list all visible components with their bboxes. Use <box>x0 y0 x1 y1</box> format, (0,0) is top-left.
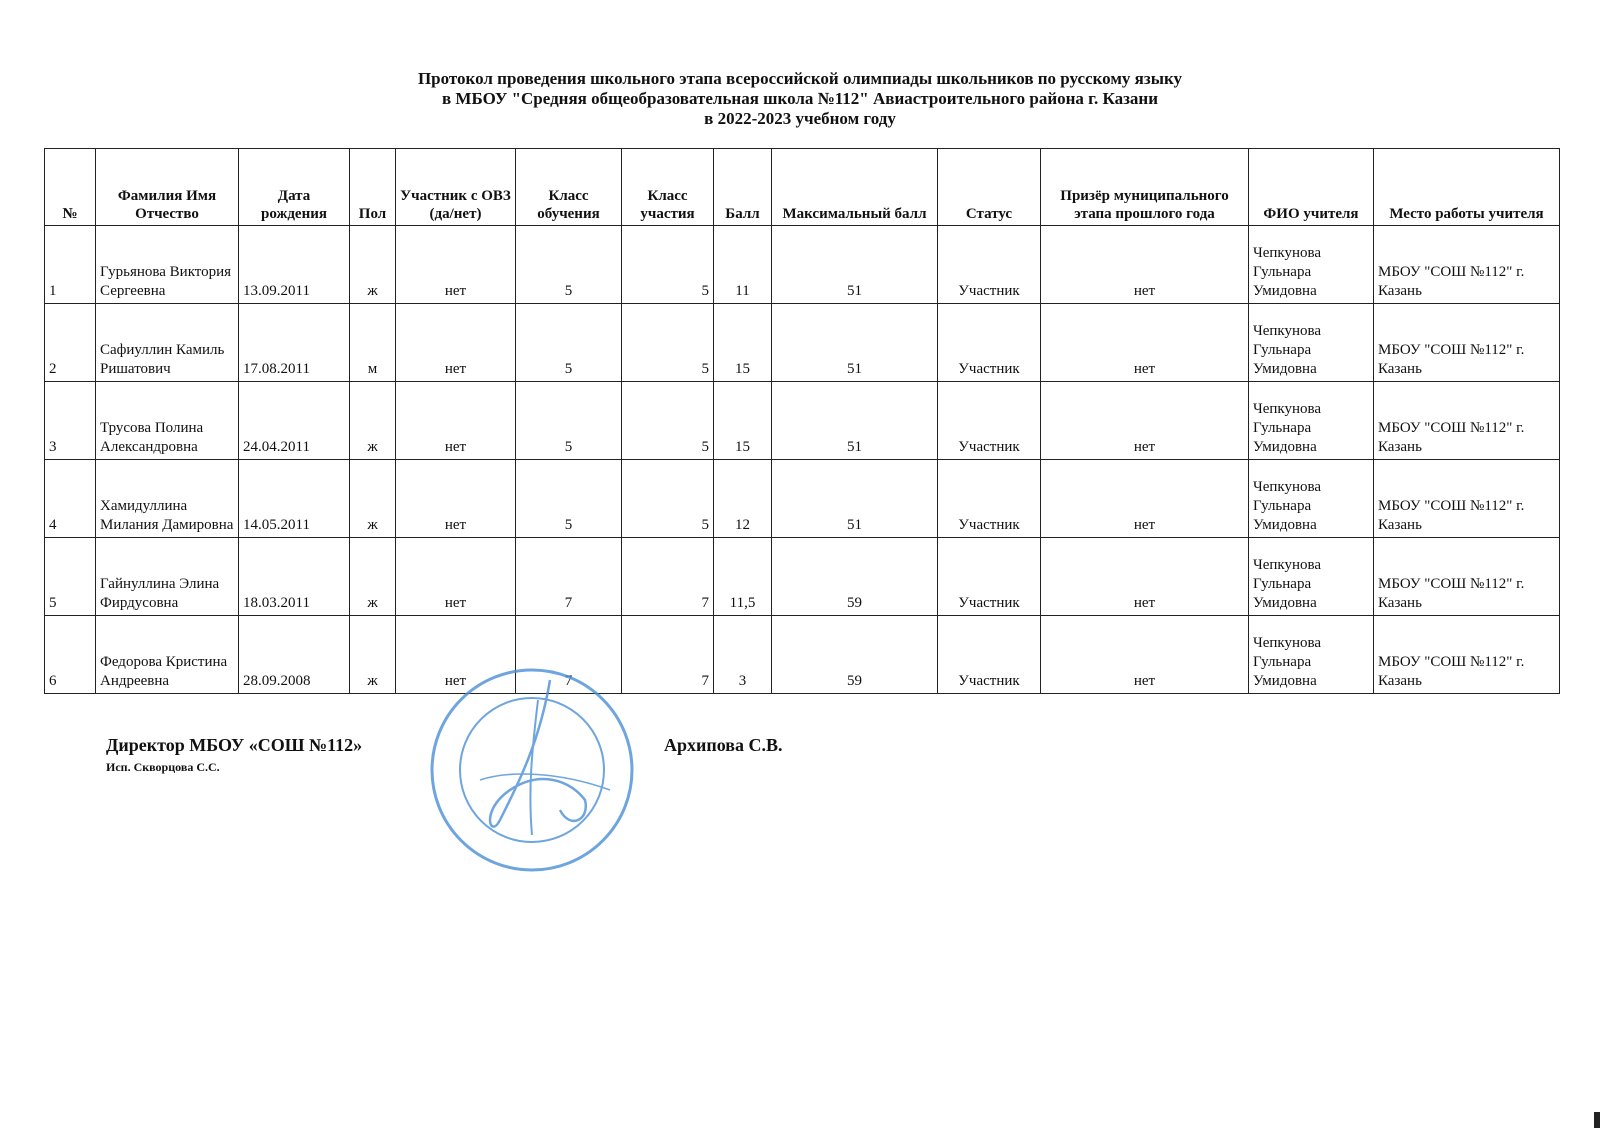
cell-ovz: нет <box>396 616 516 694</box>
director-name: Архипова С.В. <box>664 735 783 755</box>
table-row <box>45 460 1560 538</box>
cell-workplace: МБОУ "СОШ №112" г. Казань <box>1374 382 1560 460</box>
cell-class-part: 5 <box>622 460 714 538</box>
cell-status: Участник <box>938 616 1041 694</box>
cell-name: Гурьянова Виктория Сергеевна <box>96 226 239 304</box>
cell-workplace: МБОУ "СОШ №112" г. Казань <box>1374 304 1560 382</box>
header-class-part: Класс участия <box>622 149 714 226</box>
scan-edge-mark <box>1594 1112 1600 1128</box>
cell-num: 3 <box>45 382 96 460</box>
cell-dob: 18.03.2011 <box>239 538 350 616</box>
cell-status: Участник <box>938 226 1041 304</box>
cell-workplace: МБОУ "СОШ №112" г. Казань <box>1374 226 1560 304</box>
header-max-score: Максимальный балл <box>772 149 938 226</box>
cell-status: Участник <box>938 460 1041 538</box>
cell-dob: 24.04.2011 <box>239 382 350 460</box>
cell-sex: ж <box>350 382 396 460</box>
cell-class-study: 5 <box>516 382 622 460</box>
header-sex: Пол <box>350 149 396 226</box>
cell-prize: нет <box>1041 304 1249 382</box>
cell-class-study: 5 <box>516 460 622 538</box>
cell-prize: нет <box>1041 460 1249 538</box>
cell-score: 11 <box>714 226 772 304</box>
cell-teacher: Чепкунова Гульнара Умидовна <box>1249 460 1374 538</box>
director-position: Директор МБОУ «СОШ №112» <box>106 735 363 755</box>
cell-class-study: 5 <box>516 304 622 382</box>
cell-status: Участник <box>938 382 1041 460</box>
cell-teacher: Чепкунова Гульнара Умидовна <box>1249 538 1374 616</box>
cell-class-part: 7 <box>622 616 714 694</box>
cell-max-score: 59 <box>772 538 938 616</box>
header-prize: Призёр муниципального этапа прошлого года <box>1041 149 1249 226</box>
cell-num: 5 <box>45 538 96 616</box>
title-line-3: в 2022-2023 учебном году <box>704 109 896 128</box>
cell-name: Сафиуллин Камиль Ришатович <box>96 304 239 382</box>
table-row <box>45 382 1560 460</box>
header-class-study: Класс обучения <box>516 149 622 226</box>
cell-workplace: МБОУ "СОШ №112" г. Казань <box>1374 616 1560 694</box>
cell-ovz: нет <box>396 382 516 460</box>
table-row <box>45 538 1560 616</box>
cell-prize: нет <box>1041 616 1249 694</box>
cell-prize: нет <box>1041 226 1249 304</box>
cell-workplace: МБОУ "СОШ №112" г. Казань <box>1374 538 1560 616</box>
title-line-2: в МБОУ "Средняя общеобразовательная школа №112" Авиастроительного района г. Казани <box>441 89 1158 108</box>
cell-teacher: Чепкунова Гульнара Умидовна <box>1249 382 1374 460</box>
cell-class-study: 7 <box>516 538 622 616</box>
table-header-row <box>45 149 1560 226</box>
cell-max-score: 51 <box>772 382 938 460</box>
cell-dob: 17.08.2011 <box>239 304 350 382</box>
cell-name: Трусова Полина Александровна <box>96 382 239 460</box>
header-num: № <box>45 149 96 226</box>
cell-dob: 14.05.2011 <box>239 460 350 538</box>
cell-sex: ж <box>350 538 396 616</box>
cell-score: 12 <box>714 460 772 538</box>
cell-class-part: 7 <box>622 538 714 616</box>
cell-max-score: 59 <box>772 616 938 694</box>
header-ovz: Участник с ОВЗ (да/нет) <box>396 149 516 226</box>
header-workplace: Место работы учителя <box>1374 149 1560 226</box>
cell-max-score: 51 <box>772 304 938 382</box>
executor-line: Исп. Скворцова С.С. <box>106 760 220 774</box>
cell-prize: нет <box>1041 382 1249 460</box>
cell-prize: нет <box>1041 538 1249 616</box>
cell-ovz: нет <box>396 538 516 616</box>
cell-sex: ж <box>350 460 396 538</box>
header-dob: Дата рождения <box>239 149 350 226</box>
cell-workplace: МБОУ "СОШ №112" г. Казань <box>1374 460 1560 538</box>
cell-class-study: 7 <box>516 616 622 694</box>
cell-name: Хамидуллина Милания Дамировна <box>96 460 239 538</box>
cell-num: 6 <box>45 616 96 694</box>
cell-class-part: 5 <box>622 304 714 382</box>
cell-ovz: нет <box>396 304 516 382</box>
cell-teacher: Чепкунова Гульнара Умидовна <box>1249 616 1374 694</box>
cell-sex: ж <box>350 616 396 694</box>
table-row <box>45 304 1560 382</box>
cell-ovz: нет <box>396 226 516 304</box>
header-name: Фамилия Имя Отчество <box>96 149 239 226</box>
cell-class-part: 5 <box>622 382 714 460</box>
cell-num: 1 <box>45 226 96 304</box>
cell-ovz: нет <box>396 460 516 538</box>
header-teacher: ФИО учителя <box>1249 149 1374 226</box>
cell-class-part: 5 <box>622 226 714 304</box>
cell-max-score: 51 <box>772 460 938 538</box>
cell-sex: ж <box>350 226 396 304</box>
header-score: Балл <box>714 149 772 226</box>
cell-dob: 28.09.2008 <box>239 616 350 694</box>
cell-score: 15 <box>714 304 772 382</box>
cell-score: 3 <box>714 616 772 694</box>
header-status: Статус <box>938 149 1041 226</box>
cell-max-score: 51 <box>772 226 938 304</box>
table-row <box>45 226 1560 304</box>
document-title <box>0 69 1600 129</box>
cell-name: Федорова Кристина Андреевна <box>96 616 239 694</box>
results-table <box>44 148 1560 694</box>
cell-status: Участник <box>938 304 1041 382</box>
stamp-signature-icon <box>420 660 650 880</box>
cell-sex: м <box>350 304 396 382</box>
cell-num: 4 <box>45 460 96 538</box>
cell-name: Гайнуллина Элина Фирдусовна <box>96 538 239 616</box>
cell-status: Участник <box>938 538 1041 616</box>
cell-dob: 13.09.2011 <box>239 226 350 304</box>
cell-teacher: Чепкунова Гульнара Умидовна <box>1249 226 1374 304</box>
cell-class-study: 5 <box>516 226 622 304</box>
cell-num: 2 <box>45 304 96 382</box>
cell-score: 15 <box>714 382 772 460</box>
table-row <box>45 616 1560 694</box>
title-line-1: Протокол проведения школьного этапа всероссийской олимпиады школьников по русскому языку <box>417 69 1183 88</box>
cell-teacher: Чепкунова Гульнара Умидовна <box>1249 304 1374 382</box>
cell-score: 11,5 <box>714 538 772 616</box>
